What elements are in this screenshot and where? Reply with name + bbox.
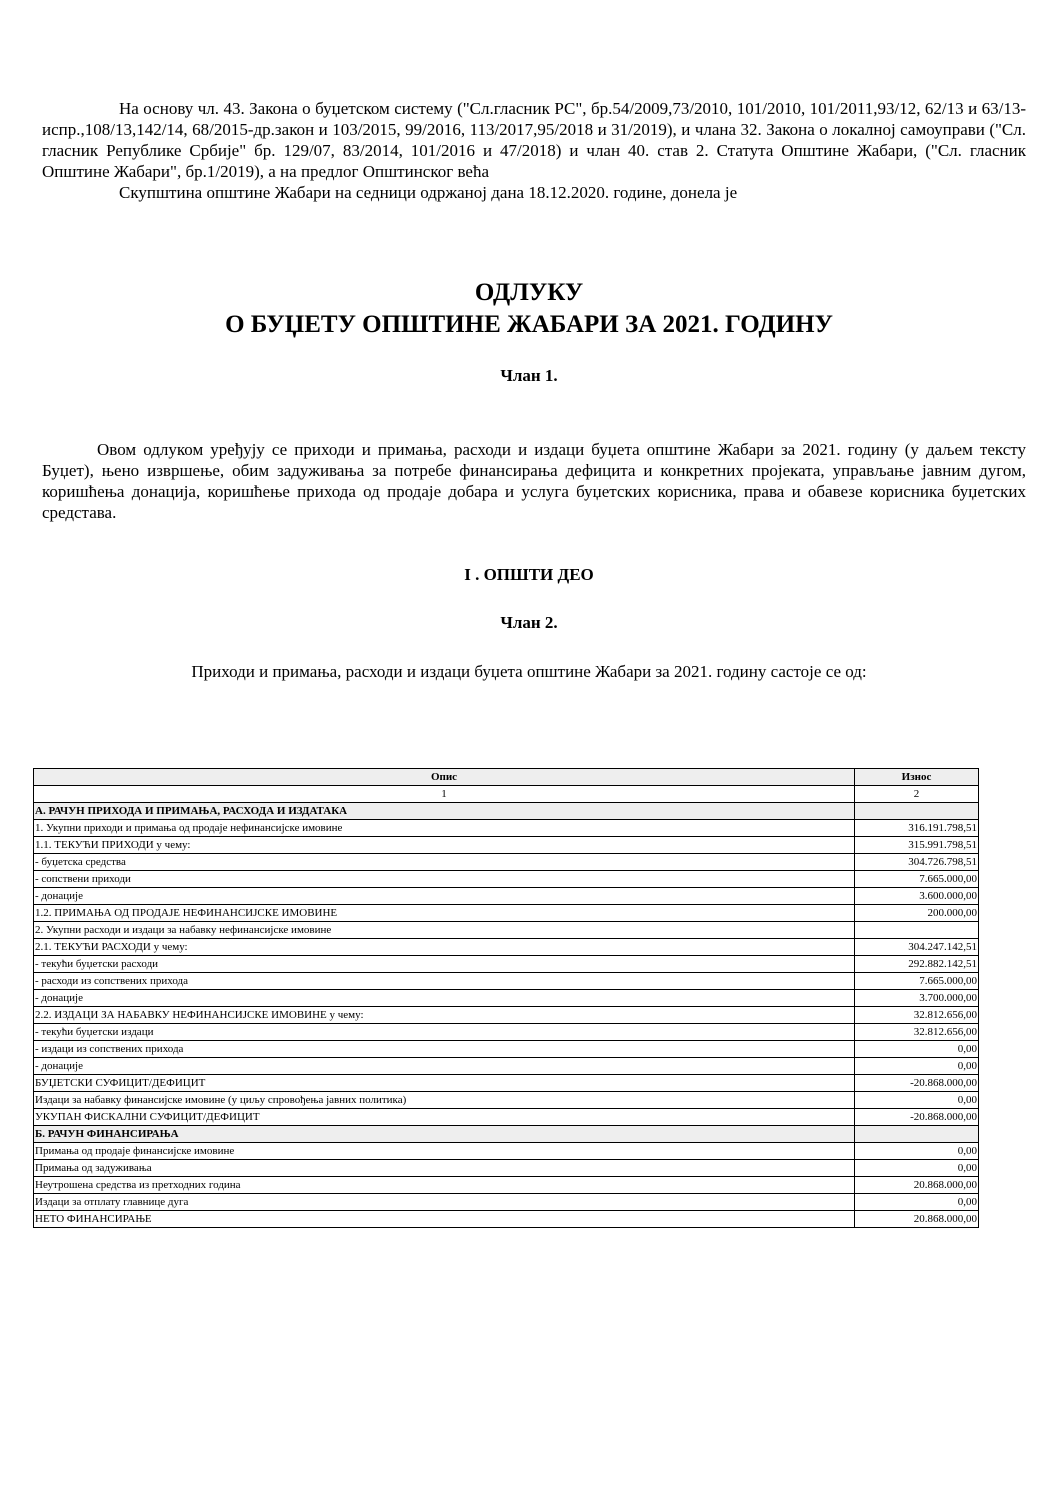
- row-description: Примања од задуживања: [34, 1160, 855, 1177]
- table-row: [34, 1211, 979, 1228]
- row-amount: 3.600.000,00: [855, 888, 979, 905]
- table-row: [34, 820, 979, 837]
- row-description: Б. РАЧУН ФИНАНСИРАЊА: [34, 1126, 855, 1143]
- row-amount: 0,00: [855, 1143, 979, 1160]
- table-row: [34, 1058, 979, 1075]
- table-row: [34, 905, 979, 922]
- table-row: [34, 973, 979, 990]
- row-description: 2.2. ИЗДАЦИ ЗА НАБАВКУ НЕФИНАНСИЈСКЕ ИМОВИНЕ у чему:: [34, 1007, 855, 1024]
- row-description: Издаци за отплату главнице дуга: [34, 1194, 855, 1211]
- row-description: БУЏЕТСКИ СУФИЦИТ/ДЕФИЦИТ: [34, 1075, 855, 1092]
- column-number-2: 2: [855, 786, 979, 803]
- row-amount: 0,00: [855, 1092, 979, 1109]
- row-description: 1.2. ПРИМАЊА ОД ПРОДАЈЕ НЕФИНАНСИЈСКЕ ИМОВИНЕ: [34, 905, 855, 922]
- preamble: [42, 98, 1026, 203]
- row-description: - расходи из сопствених прихода: [34, 973, 855, 990]
- row-amount: 316.191.798,51: [855, 820, 979, 837]
- row-description: - донације: [34, 990, 855, 1007]
- row-description: - буџетска средства: [34, 854, 855, 871]
- row-amount: 304.247.142,51: [855, 939, 979, 956]
- article-1-heading: Члан 1.: [500, 366, 558, 385]
- column-header-amount: Износ: [855, 769, 979, 786]
- table-section-row: [34, 803, 979, 820]
- row-amount: 292.882.142,51: [855, 956, 979, 973]
- table-row: [34, 837, 979, 854]
- row-amount: [855, 803, 979, 820]
- row-amount: 200.000,00: [855, 905, 979, 922]
- row-amount: 3.700.000,00: [855, 990, 979, 1007]
- document-subtitle: О БУЏЕТУ ОПШТИНЕ ЖАБАРИ ЗА 2021. ГОДИНУ: [225, 311, 833, 338]
- table-row: [34, 1041, 979, 1058]
- row-description: А. РАЧУН ПРИХОДА И ПРИМАЊА, РАСХОДА И ИЗДАТАКА: [34, 803, 855, 820]
- table-row: [34, 1143, 979, 1160]
- row-amount: 32.812.656,00: [855, 1024, 979, 1041]
- row-amount: -20.868.000,00: [855, 1109, 979, 1126]
- row-description: - издаци из сопствених прихода: [34, 1041, 855, 1058]
- table-row: [34, 1109, 979, 1126]
- table-row: [34, 1075, 979, 1092]
- article-2-heading: Члан 2.: [500, 613, 558, 632]
- table-row: [34, 1007, 979, 1024]
- part-1-heading: I . ОПШТИ ДЕО: [464, 565, 594, 584]
- table-row: [34, 1194, 979, 1211]
- row-amount: 0,00: [855, 1160, 979, 1177]
- table-row: [34, 939, 979, 956]
- row-amount: [855, 1126, 979, 1143]
- table-row: [34, 871, 979, 888]
- table-row: [34, 1160, 979, 1177]
- row-amount: 7.665.000,00: [855, 973, 979, 990]
- row-description: НЕТО ФИНАНСИРАЊЕ: [34, 1211, 855, 1228]
- table-row: [34, 1092, 979, 1109]
- row-amount: -20.868.000,00: [855, 1075, 979, 1092]
- preamble-legal-basis: На основу чл. 43. Закона о буџетском систему ("Сл.гласник РС", бр.54/2009,73/2010, 101/2010, 101/2011,93/12, 62/13 и 63/13-испр.,108/13,142/14, 68/2015-др.закон и 103/2015, 99/2016, 113/2017,95/2018 и 31/2019), и члана 32. Закона о локалној самоуправи ("Сл. гласник Републике Србије" бр. 129/07, 83/2014, 101/2016 и 47/2018) и члан 40. став 2. Статута Општине Жабари, ("Сл. гласник Општине Жабари", бр.1/2019), а на предлог Општинског већа: [42, 99, 1026, 181]
- table-row: [34, 922, 979, 939]
- row-amount: 20.868.000,00: [855, 1177, 979, 1194]
- row-amount: 32.812.656,00: [855, 1007, 979, 1024]
- table-row: [34, 990, 979, 1007]
- preamble-session: Скупштина општине Жабари на седници одржаној дана 18.12.2020. године, донела је: [119, 183, 738, 202]
- document-title: ОДЛУКУ: [474, 279, 584, 306]
- row-amount: 0,00: [855, 1194, 979, 1211]
- table-row: [34, 1177, 979, 1194]
- row-description: 1. Укупни приходи и примања од продаје нефинансијске имовине: [34, 820, 855, 837]
- budget-summary-table: [33, 768, 979, 1228]
- row-amount: 0,00: [855, 1058, 979, 1075]
- row-description: Примања од продаје финансијске имовине: [34, 1143, 855, 1160]
- row-amount: 304.726.798,51: [855, 854, 979, 871]
- row-description: 2. Укупни расходи и издаци за набавку нефинансијске имовине: [34, 922, 855, 939]
- table-row: [34, 1024, 979, 1041]
- row-description: Издаци за набавку финансијске имовине (у циљу спровођења јавних политика): [34, 1092, 855, 1109]
- column-number-1: 1: [34, 786, 855, 803]
- row-amount: 315.991.798,51: [855, 837, 979, 854]
- row-description: - текући буџетски издаци: [34, 1024, 855, 1041]
- row-description: - донације: [34, 1058, 855, 1075]
- article-2-text: Приходи и примања, расходи и издаци буџета општине Жабари за 2021. годину састоје се од:: [191, 662, 867, 681]
- row-amount: 0,00: [855, 1041, 979, 1058]
- row-amount: 7.665.000,00: [855, 871, 979, 888]
- row-description: - сопствени приходи: [34, 871, 855, 888]
- table-header-row: [34, 769, 979, 786]
- row-description: УКУПАН ФИСКАЛНИ СУФИЦИТ/ДЕФИЦИТ: [34, 1109, 855, 1126]
- row-amount: [855, 922, 979, 939]
- table-section-row: [34, 1126, 979, 1143]
- row-amount: 20.868.000,00: [855, 1211, 979, 1228]
- table-row: [34, 888, 979, 905]
- table-row: [34, 956, 979, 973]
- row-description: 2.1. ТЕКУЋИ РАСХОДИ у чему:: [34, 939, 855, 956]
- column-header-description: Опис: [34, 769, 855, 786]
- article-1-text: Овом одлуком уређују се приходи и примања, расходи и издаци буџета општине Жабари за 2021. годину (у даљем тексту Буџет), њено извршење, обим задуживања за потребе финансирања дефицита и конкретних пројеката, управљање јавним дугом, коришћења донација, коришћење прихода од продаје добара и услуга буџетских корисника, права и обавезе корисника буџетских средстава.: [42, 440, 1026, 522]
- row-description: - донације: [34, 888, 855, 905]
- row-description: Неутрошена средства из претходних година: [34, 1177, 855, 1194]
- table-row: [34, 854, 979, 871]
- table-column-number-row: [34, 786, 979, 803]
- row-description: - текући буџетски расходи: [34, 956, 855, 973]
- row-description: 1.1. ТЕКУЋИ ПРИХОДИ у чему:: [34, 837, 855, 854]
